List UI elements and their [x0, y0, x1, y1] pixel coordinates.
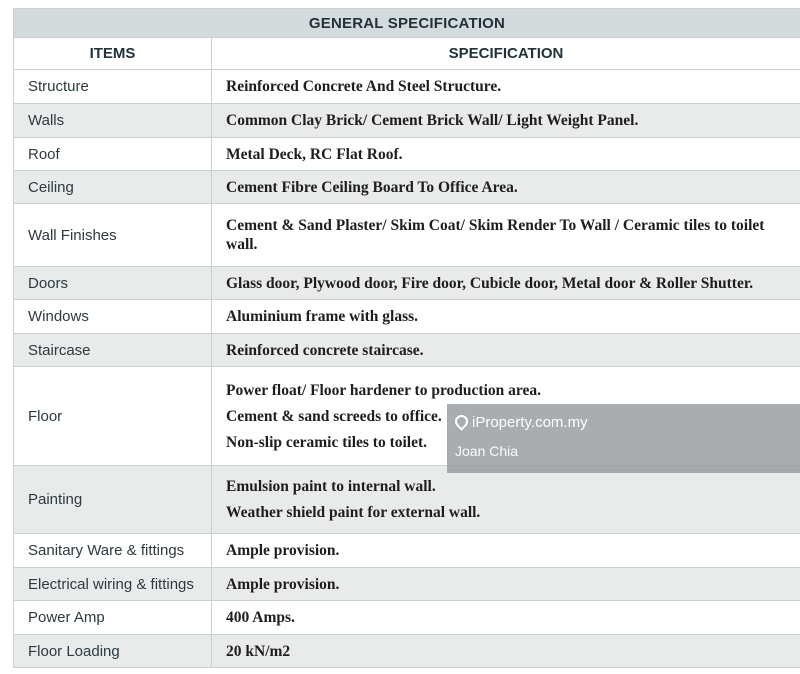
specification-line: Power float/ Floor hardener to production area. [226, 381, 541, 399]
table-row [14, 568, 800, 601]
watermark-site-text: iProperty.com.my [472, 414, 588, 431]
row-specification [212, 104, 800, 138]
row-specification [212, 568, 800, 601]
specification-line: Cement & Sand Plaster/ Skim Coat/ Skim Render To Wall / Ceramic tiles to toilet wall. [226, 217, 765, 253]
table-row [14, 300, 800, 334]
table-row [14, 204, 800, 267]
row-item-label: Walls [14, 104, 212, 138]
row-specification [212, 334, 800, 367]
row-specification [212, 138, 800, 171]
specification-line: Metal Deck, RC Flat Roof. [226, 145, 403, 163]
table-row [14, 70, 800, 104]
row-item-label: Sanitary Ware & fittings [14, 534, 212, 568]
row-specification [212, 601, 800, 635]
table-row [14, 601, 800, 635]
specification-line: Emulsion paint to internal wall. [226, 478, 436, 495]
watermark-agent: Joan Chia [455, 443, 519, 459]
items-header: ITEMS [14, 38, 212, 70]
row-specification [212, 70, 800, 104]
table-row [14, 267, 800, 300]
specification-line: Cement Fibre Ceiling Board To Office Area. [226, 178, 518, 196]
row-specification [212, 204, 800, 267]
row-item-label: Roof [14, 138, 212, 171]
table-row [14, 635, 800, 668]
row-specification [212, 300, 800, 334]
row-specification [212, 635, 800, 668]
table-row [14, 334, 800, 367]
specification-line: 20 kN/m2 [226, 642, 291, 660]
row-item-label: Structure [14, 70, 212, 104]
specification-table [13, 8, 800, 668]
row-item-label: Painting [14, 466, 212, 534]
table-row [14, 104, 800, 138]
specification-line: Ample provision. [226, 542, 340, 559]
row-item-label: Electrical wiring & fittings [14, 568, 212, 601]
specification-line: Weather shield paint for external wall. [226, 504, 481, 521]
table-row [14, 466, 800, 534]
row-item-label: Staircase [14, 334, 212, 367]
row-specification [212, 534, 800, 568]
table-row [14, 138, 800, 171]
row-item-label: Power Amp [14, 601, 212, 635]
specification-line: Cement & sand screeds to office. [226, 407, 442, 425]
title-row [14, 9, 800, 38]
row-item-label: Floor [14, 367, 212, 466]
row-item-label: Doors [14, 267, 212, 300]
watermark-site [455, 414, 588, 431]
specification-line: Common Clay Brick/ Cement Brick Wall/ Light Weight Panel. [226, 112, 639, 129]
table-row [14, 171, 800, 204]
table-title: GENERAL SPECIFICATION [14, 9, 800, 38]
specification-line: Aluminium frame with glass. [226, 308, 419, 325]
specification-line: Glass door, Plywood door, Fire door, Cubicle door, Metal door & Roller Shutter. [226, 274, 754, 292]
specification-line: Non-slip ceramic tiles to toilet. [226, 433, 428, 451]
specification-line: Reinforced concrete staircase. [226, 341, 424, 359]
row-specification [212, 267, 800, 300]
row-item-label: Ceiling [14, 171, 212, 204]
specification-line: 400 Amps. [226, 609, 295, 626]
row-item-label: Windows [14, 300, 212, 334]
table-body [14, 70, 800, 668]
row-item-label: Wall Finishes [14, 204, 212, 267]
location-pin-icon [452, 412, 470, 430]
row-specification [212, 466, 800, 534]
watermark [447, 404, 800, 473]
specification-header: SPECIFICATION [212, 38, 800, 70]
table-row [14, 534, 800, 568]
header-row [14, 38, 800, 70]
specification-line: Reinforced Concrete And Steel Structure. [226, 78, 502, 95]
row-item-label: Floor Loading [14, 635, 212, 668]
row-specification [212, 171, 800, 204]
specification-line: Ample provision. [226, 575, 340, 593]
